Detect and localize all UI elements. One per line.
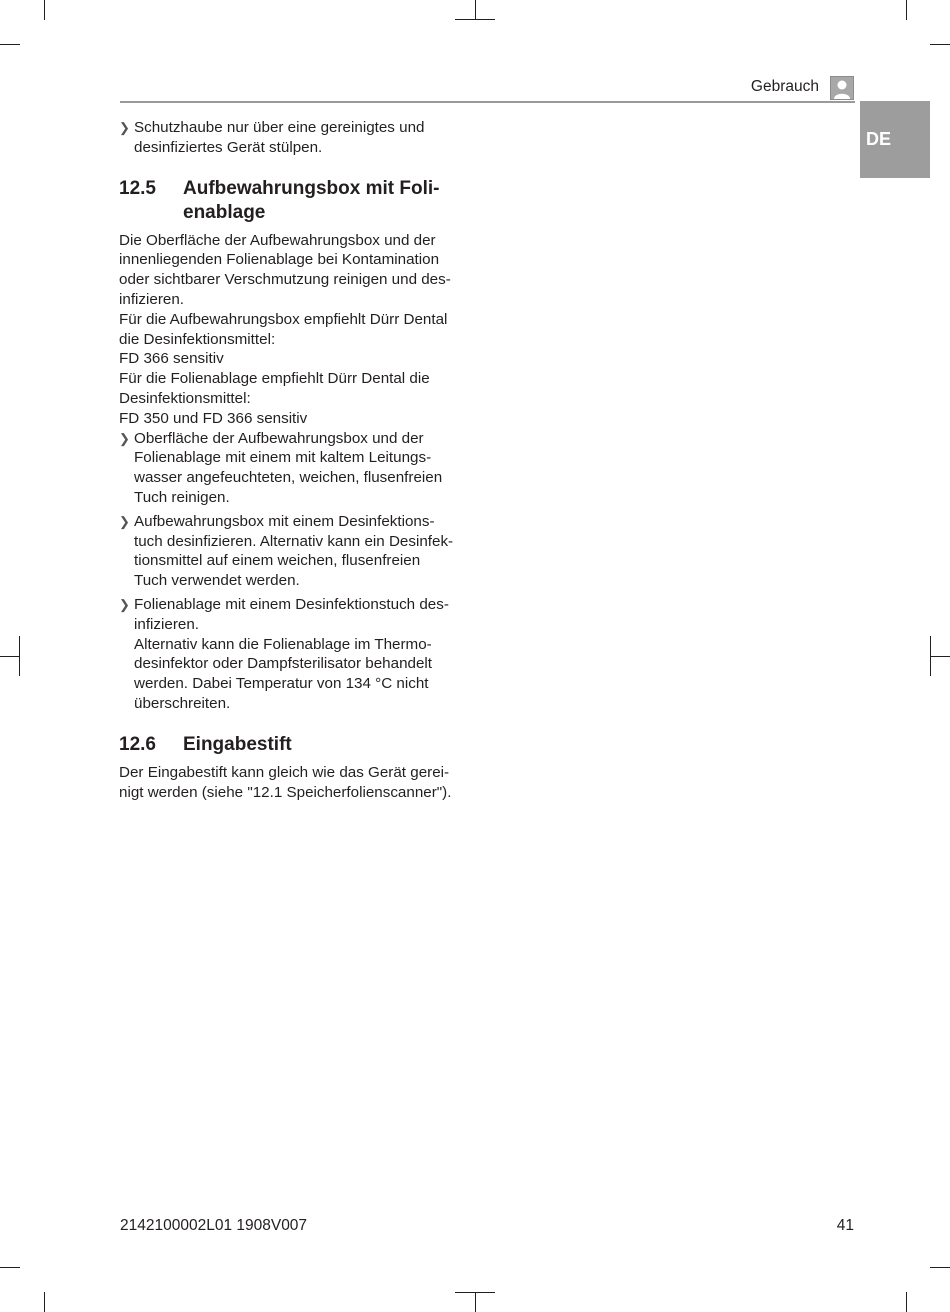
bullet-text: Schutzhaube nur über eine gereinigtes und desinfiziertes Gerät stülpen. xyxy=(134,119,425,156)
user-icon xyxy=(830,76,854,100)
chevron-right-icon: ❯ xyxy=(119,513,130,529)
text-line: nigt werden (siehe "12.1 Speicherfolienscanner"). xyxy=(119,783,452,801)
text-line: Aufbewahrungsbox mit einem Desinfektions- xyxy=(134,512,435,530)
text-line: oder sichtbarer Verschmutzung reinigen und des- xyxy=(119,271,451,289)
text-line: Folienablage mit einem mit kaltem Leitungs- xyxy=(134,449,432,467)
chevron-right-icon: ❯ xyxy=(119,120,130,135)
text-line: Für die Folienablage empfiehlt Dürr Dental die xyxy=(119,370,430,388)
section-heading xyxy=(119,177,471,225)
section-title xyxy=(183,177,440,225)
crop-mark xyxy=(930,1267,950,1268)
text-line: infizieren. xyxy=(134,615,199,633)
text-line: Die Oberfläche der Aufbewahrungsbox und der xyxy=(119,231,436,249)
text-line: tionsmittel auf einem weichen, flusenfreien xyxy=(134,552,421,570)
crop-mark xyxy=(455,19,495,20)
crop-mark xyxy=(930,636,931,676)
text-line: FD 366 sensitiv xyxy=(119,350,224,368)
crop-mark xyxy=(475,1292,476,1312)
text-line: innenliegenden Folienablage bei Kontamination xyxy=(119,251,440,269)
crop-mark xyxy=(930,44,950,45)
crop-mark xyxy=(44,1292,45,1312)
chevron-right-icon: ❯ xyxy=(119,596,130,612)
main-content xyxy=(119,118,471,802)
language-tab-label: DE xyxy=(866,129,892,149)
text-line: infizieren. xyxy=(119,290,184,308)
text-line: Tuch reinigen. xyxy=(134,488,230,506)
crop-mark xyxy=(44,0,45,20)
crop-mark xyxy=(19,636,20,676)
list-item xyxy=(119,512,471,591)
text-line: FD 350 und FD 366 sensitiv xyxy=(119,409,308,427)
crop-mark xyxy=(475,0,476,20)
text-line: die Desinfektionsmittel: xyxy=(119,330,276,348)
text-line: Oberfläche der Aufbewahrungsbox und der xyxy=(134,429,424,447)
page-number: 41 xyxy=(836,1217,854,1234)
text-line: Alternativ kann die Folienablage im Thermo- xyxy=(134,635,432,653)
section-title-line: Aufbewahrungsbox mit Foli- xyxy=(183,177,440,199)
crop-mark xyxy=(0,44,20,45)
text-line: Der Eingabestift kann gleich wie das Gerät gerei- xyxy=(119,763,450,781)
list-item xyxy=(119,118,471,158)
section-paragraph xyxy=(119,231,471,429)
text-line: Desinfektionsmittel: xyxy=(119,389,251,407)
section-title: Eingabestift xyxy=(183,733,292,755)
list-item xyxy=(119,429,471,508)
document-id: 2142100002L01 1908V007 xyxy=(120,1217,308,1234)
crop-mark xyxy=(906,1292,907,1312)
crop-mark xyxy=(930,656,950,657)
text-line: Für die Aufbewahrungsbox empfiehlt Dürr Dental xyxy=(119,310,448,328)
crop-mark xyxy=(906,0,907,20)
crop-mark xyxy=(0,656,20,657)
text-line: überschreiten. xyxy=(134,694,231,712)
crop-mark xyxy=(455,1292,495,1293)
section-number: 12.6 xyxy=(119,733,156,755)
list-item xyxy=(119,595,471,714)
section-title-line: enablage xyxy=(183,201,266,223)
section-paragraph xyxy=(119,763,471,803)
header-rule xyxy=(120,101,855,103)
header-title: Gebrauch xyxy=(750,78,819,95)
text-line: Folienablage mit einem Desinfektionstuch des- xyxy=(134,595,449,613)
section-heading xyxy=(119,733,471,757)
chevron-right-icon: ❯ xyxy=(119,430,130,446)
text-line: tuch desinfizieren. Alternativ kann ein Desinfek- xyxy=(134,532,454,550)
crop-mark xyxy=(0,1267,20,1268)
text-line: Tuch verwendet werden. xyxy=(134,572,300,590)
text-line: wasser angefeuchteten, weichen, flusenfreien xyxy=(134,469,443,487)
language-tab xyxy=(860,101,930,178)
section-number: 12.5 xyxy=(119,177,156,199)
text-line: desinfektor oder Dampfsterilisator behandelt xyxy=(134,655,433,673)
text-line: werden. Dabei Temperatur von 134 °C nicht xyxy=(134,675,429,693)
